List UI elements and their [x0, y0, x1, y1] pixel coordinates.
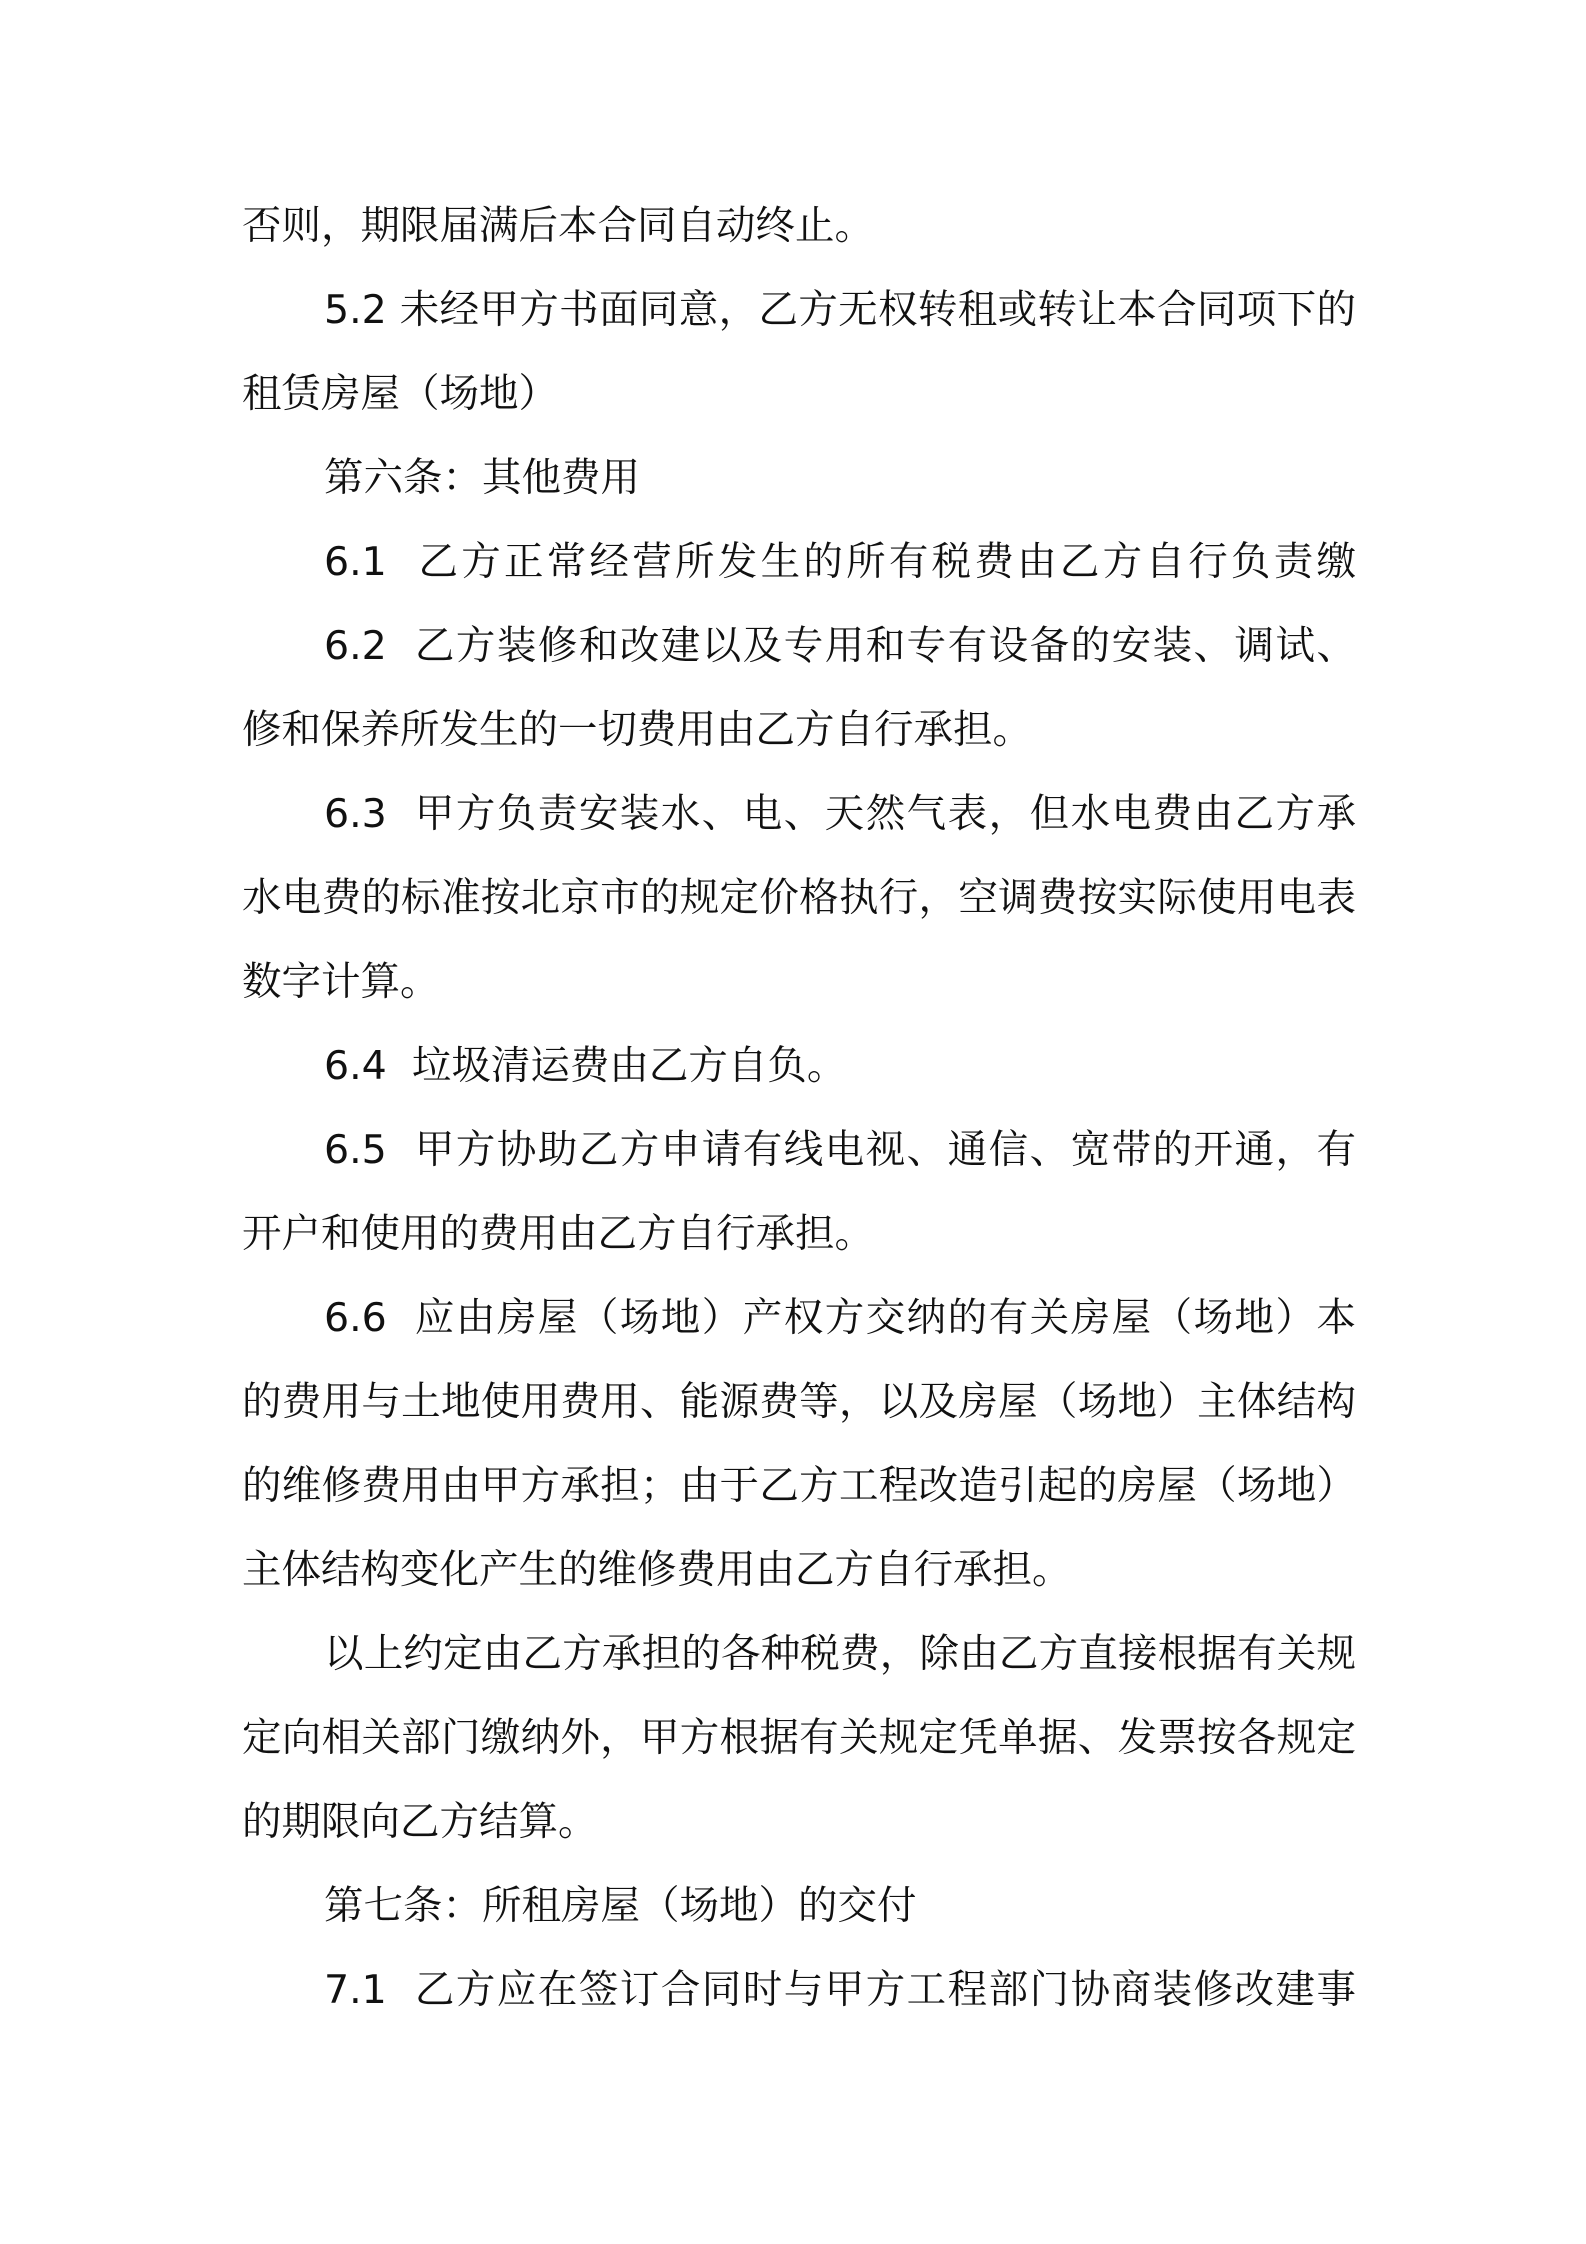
text-line: 修和保养所发生的一切费用由乙方自行承担。 [242, 707, 1032, 753]
text-line: 6.6 应由房屋（场地）产权方交纳的有关房屋（场地）本 [324, 1295, 1356, 1341]
text-line: 6.5 甲方协助乙方申请有线电视、通信、宽带的开通，有 [324, 1127, 1356, 1173]
text-line: 数字计算。 [242, 959, 440, 1005]
text-line: 第七条：所租房屋（场地）的交付 [324, 1883, 917, 1929]
article-6-heading [242, 436, 1356, 520]
paragraph-continuation [242, 184, 1356, 268]
text-line: 水电费的标准按北京市的规定价格执行，空调费按实际使用电表 [242, 875, 1356, 921]
text-line: 5.2 未经甲方书面同意，乙方无权转租或转让本合同项下的 [324, 287, 1356, 333]
text-line: 的维修费用由甲方承担；由于乙方工程改造引起的房屋（场地） [242, 1463, 1356, 1509]
text-line: 6.1 乙方正常经营所发生的所有税费由乙方自行负责缴 [324, 539, 1356, 585]
document-body [242, 184, 1356, 2032]
text-line: 的费用与土地使用费用、能源费等，以及房屋（场地）主体结构 [242, 1379, 1356, 1425]
text-line: 6.4 垃圾清运费由乙方自负。 [324, 1043, 847, 1089]
clause-6-3 [242, 772, 1356, 1024]
clause-6-2 [242, 604, 1356, 772]
clause-6-5 [242, 1108, 1356, 1276]
clause-6-1 [242, 520, 1356, 604]
text-line: 开户和使用的费用由乙方自行承担。 [242, 1211, 874, 1257]
text-line: 的期限向乙方结算。 [242, 1799, 598, 1845]
text-line: 6.2 乙方装修和改建以及专用和专有设备的安装、调试、 [324, 623, 1356, 669]
text-line: 6.3 甲方负责安装水、电、天然气表，但水电费由乙方承 [324, 791, 1356, 837]
text-line: 第六条：其他费用 [324, 455, 640, 501]
text-line: 定向相关部门缴纳外，甲方根据有关规定凭单据、发票按各规定 [242, 1715, 1356, 1761]
clause-6-6 [242, 1276, 1356, 1612]
clause-6-4 [242, 1024, 1356, 1108]
text-line: 以上约定由乙方承担的各种税费，除由乙方直接根据有关规 [324, 1631, 1356, 1677]
text-line: 租赁房屋（场地） [242, 371, 558, 417]
clause-7-1 [242, 1948, 1356, 2032]
tax-settlement-paragraph [242, 1612, 1356, 1864]
clause-5-2 [242, 268, 1356, 436]
text-line: 7.1 乙方应在签订合同时与甲方工程部门协商装修改建事 [324, 1967, 1356, 2013]
text-line: 否则，期限届满后本合同自动终止。 [242, 203, 874, 249]
article-7-heading [242, 1864, 1356, 1948]
text-line: 主体结构变化产生的维修费用由乙方自行承担。 [242, 1547, 1072, 1593]
